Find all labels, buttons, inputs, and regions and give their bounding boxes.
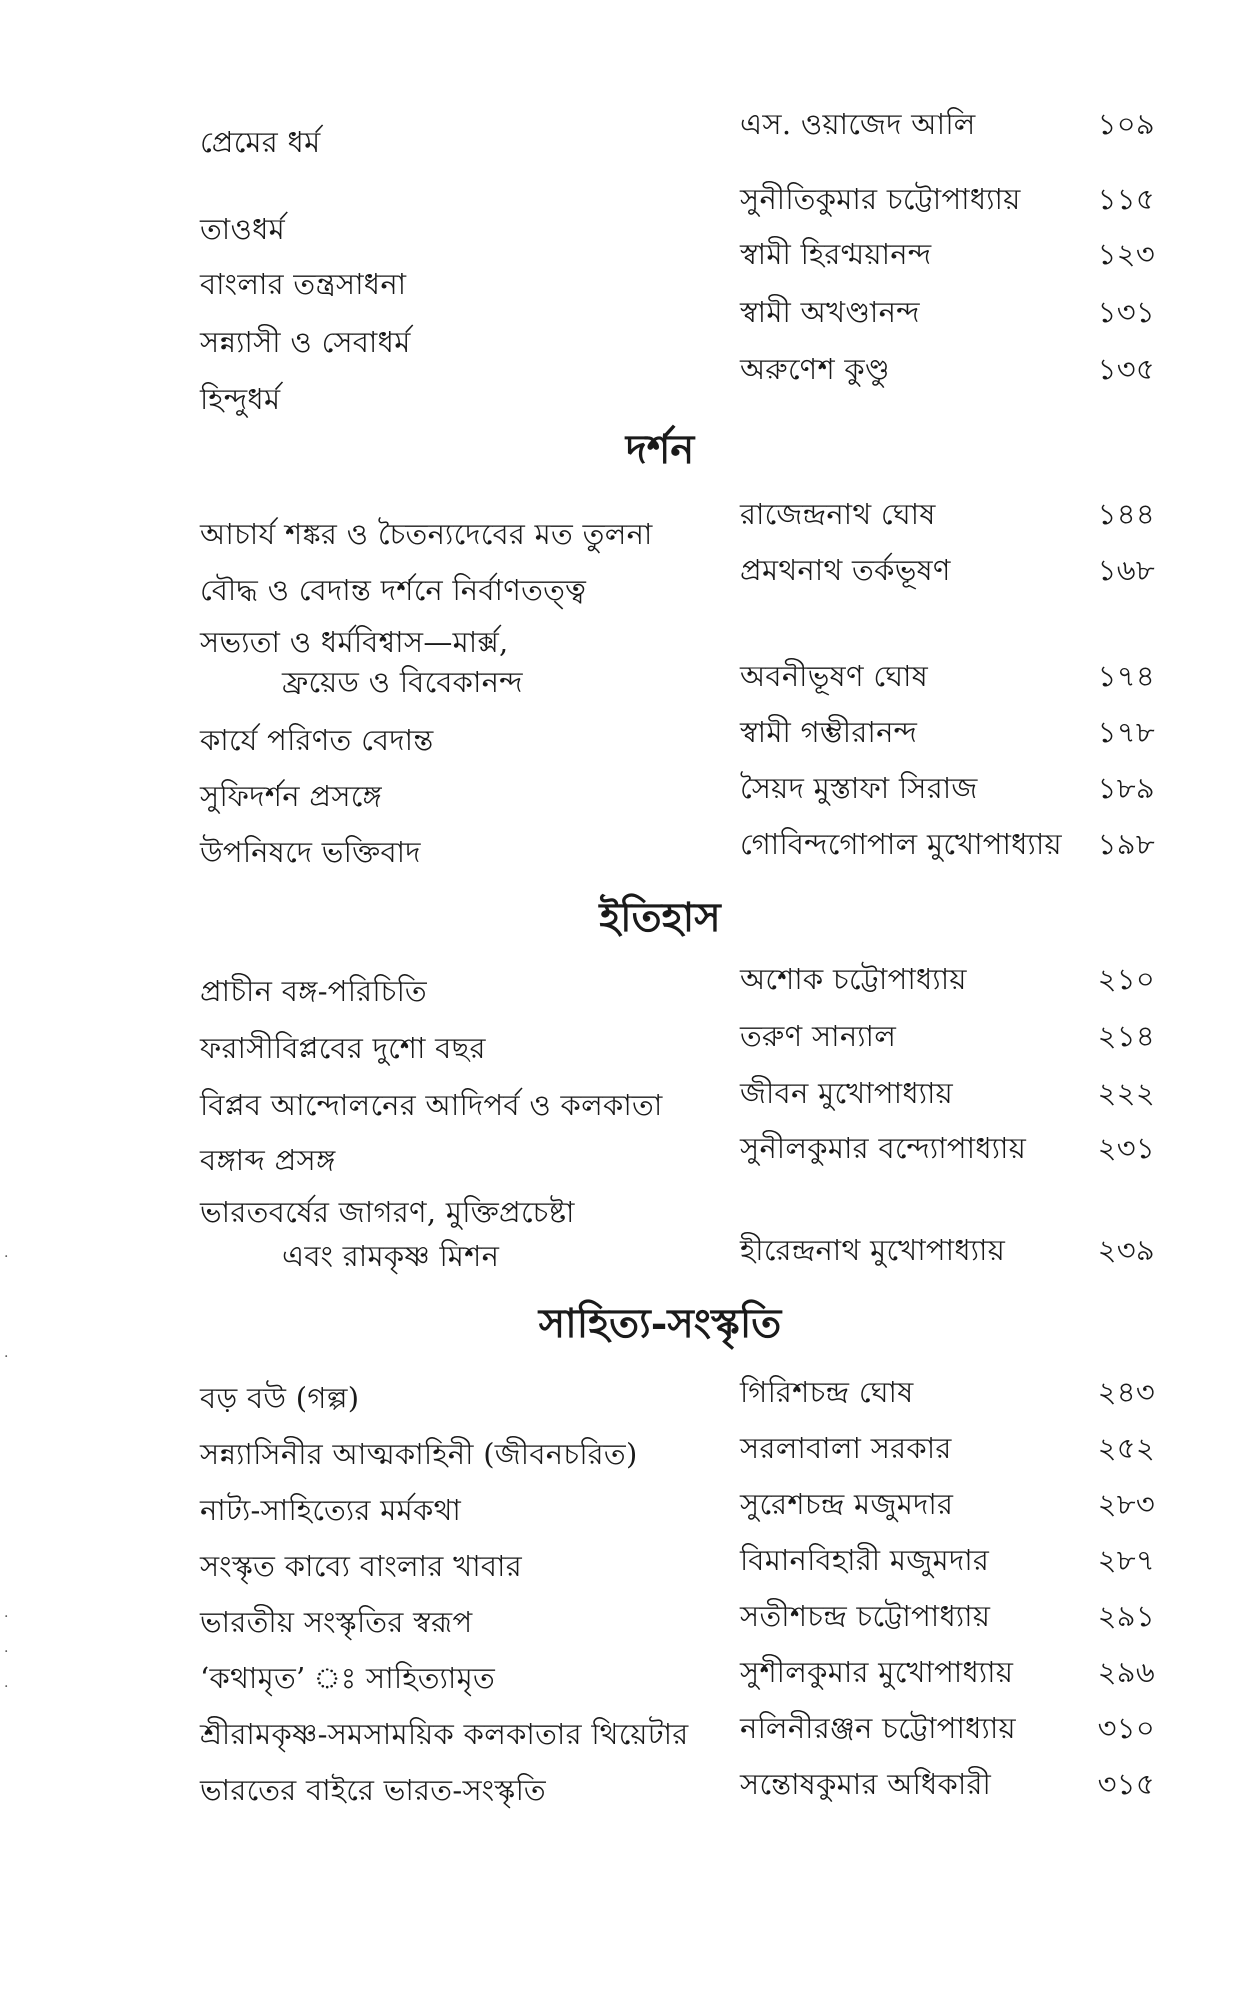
toc-entry-author: সৈয়দ মুস্তাফা সিরাজ (740, 771, 978, 805)
toc-entry (0, 497, 1257, 556)
margin-mark: · (4, 1249, 9, 1265)
toc-entry-page: ১৮৯ (1097, 771, 1155, 805)
toc-entry-page: ১৪৪ (1097, 497, 1155, 531)
toc-entry (0, 107, 1257, 184)
toc-entry-page: ২৪৩ (1097, 1375, 1155, 1409)
toc-entry (0, 1375, 1257, 1434)
toc-entry (0, 827, 1257, 886)
toc-entry (0, 352, 1257, 416)
toc-entry-page: ২১০ (1097, 962, 1155, 996)
toc-entry-page: ২৩১ (1097, 1131, 1155, 1165)
toc-entry-author: সন্তোষকুমার অধিকারী (740, 1767, 992, 1801)
toc-entry-title: ফরাসীবিপ্লবের দুশো বছর (200, 1031, 486, 1065)
toc-entry-author: প্রমথনাথ তর্কভূষণ (740, 553, 951, 587)
toc-entry-author: এস. ওয়াজেদ আলি (740, 107, 976, 141)
toc-entry-author: সরলাবালা সরকার (740, 1431, 952, 1465)
toc-entry (0, 1767, 1257, 1826)
toc-entry-page: ২৯৬ (1097, 1655, 1155, 1689)
toc-entry (0, 553, 1257, 612)
toc-entry-page: ২১৪ (1097, 1019, 1155, 1053)
toc-entry-title: ভারতের বাইরে ভারত-সংস্কৃতি (200, 1773, 546, 1807)
toc-entry-page: ১৭৮ (1097, 715, 1155, 749)
toc-entry (0, 1076, 1257, 1135)
toc-entry-page: ১২৩ (1097, 237, 1155, 271)
toc-entry (0, 1543, 1257, 1602)
toc-entry-title: শ্রীরামকৃষ্ণ-সমসাময়িক কলকাতার থিয়েটার (200, 1717, 689, 1751)
toc-entry (0, 962, 1257, 1021)
toc-entry-title: বৌদ্ধ ও বেদান্ত দর্শনে নির্বাণতত্ত্ব (200, 573, 587, 607)
toc-entry-author: সুনীলকুমার বন্দ্যোপাধ্যায় (740, 1131, 1027, 1165)
toc-entry-author: হীরেন্দ্রনাথ মুখোপাধ্যায় (740, 1233, 1006, 1267)
toc-entry-title: বিপ্লব আন্দোলনের আদিপর্ব ও কলকাতা (200, 1088, 663, 1122)
toc-entry-author: সুশীলকুমার মুখোপাধ্যায় (740, 1655, 1014, 1689)
toc-entry-title: উপনিষদে ভক্তিবাদ (200, 835, 421, 869)
toc-entry-page: ২২২ (1097, 1076, 1155, 1110)
toc-entry-title: ভারতীয় সংস্কৃতির স্বরূপ (200, 1605, 473, 1639)
toc-entry (0, 1487, 1257, 1546)
margin-mark: · (4, 1609, 9, 1625)
margin-mark: · (4, 1679, 9, 1695)
toc-entry-page: ২৮৩ (1097, 1487, 1155, 1521)
toc-entry-author: সুরেশচন্দ্র মজুমদার (740, 1487, 954, 1521)
toc-entry (0, 1431, 1257, 1490)
toc-entry (0, 1711, 1257, 1770)
toc-entry-page: ৩১০ (1097, 1711, 1155, 1745)
toc-entry-title: সংস্কৃত কাব্যে বাংলার খাবার (200, 1549, 523, 1583)
toc-entry (0, 659, 1257, 718)
toc-entry-author: বিমানবিহারী মজুমদার (740, 1543, 990, 1577)
toc-entry-title: সন্ন্যাসী ও সেবাধর্ম (200, 325, 411, 359)
toc-entry-page: ১৭৪ (1097, 659, 1155, 693)
toc-entry-title: ‘কথামৃত’ ঃ সাহিত্যামৃত (200, 1661, 496, 1695)
toc-entry-author: সতীশচন্দ্র চট্টোপাধ্যায় (740, 1599, 991, 1633)
toc-entry-title: আচার্য শঙ্কর ও চৈতন্যদেবের মত তুলনা (200, 517, 653, 551)
toc-entry (0, 1233, 1257, 1292)
toc-entry-author: রাজেন্দ্রনাথ ঘোষ (740, 497, 936, 531)
toc-entry-page: ১১৫ (1097, 182, 1155, 216)
toc-entry-title: সুফিদর্শন প্রসঙ্গে (200, 779, 382, 813)
toc-entry-author: গিরিশচন্দ্র ঘোষ (740, 1375, 914, 1409)
toc-entry (0, 715, 1257, 774)
toc-entry-page: ১৯৮ (1097, 827, 1155, 861)
toc-entry-author: জীবন মুখোপাধ্যায় (740, 1076, 954, 1110)
toc-entry-page: ৩১৫ (1097, 1767, 1155, 1801)
toc-entry (0, 1655, 1257, 1714)
toc-entry-title: কার্যে পরিণত বেদান্ত (200, 723, 434, 757)
toc-entry-page: ১৬৮ (1097, 553, 1155, 587)
toc-entry-author: স্বামী গম্ভীরানন্দ (740, 715, 918, 749)
toc-entry-author: তরুণ সান্যাল (740, 1019, 897, 1053)
toc-entry-author: স্বামী অখণ্ডানন্দ (740, 295, 920, 329)
section-heading: সাহিত্য-সংস্কৃতি (538, 1300, 782, 1347)
toc-entry-title: বড় বউ (গল্প) (200, 1381, 360, 1415)
toc-entry-author: সুনীতিকুমার চট্টোপাধ্যায় (740, 182, 1021, 216)
toc-entry (0, 237, 1257, 301)
toc-entry-page: ১৩৫ (1097, 352, 1155, 386)
toc-entry (0, 1019, 1257, 1078)
section-heading: ইতিহাস (599, 894, 721, 941)
section-heading: দর্শন (625, 426, 695, 473)
toc-entry-author: গোবিন্দগোপাল মুখোপাধ্যায় (740, 827, 1062, 861)
toc-entry-page: ২৮৭ (1097, 1543, 1155, 1577)
toc-entry-title: সভ্যতা ও ধর্মবিশ্বাস—মার্ক্স, (200, 625, 509, 659)
margin-mark: · (4, 1349, 9, 1365)
toc-entry-title: ফ্রয়েড ও বিবেকানন্দ (282, 665, 523, 699)
toc-entry-title: হিন্দুধর্ম (200, 382, 281, 416)
toc-entry-title: প্রাচীন বঙ্গ-পরিচিতি (200, 974, 427, 1008)
toc-entry (0, 771, 1257, 830)
toc-entry-title: বাংলার তন্ত্রসাধনা (200, 267, 407, 301)
toc-entry-author: স্বামী হিরণ্ময়ানন্দ (740, 237, 932, 271)
toc-entry (0, 1599, 1257, 1658)
toc-entry-title: সন্ন্যাসিনীর আত্মকাহিনী (জীবনচরিত) (200, 1437, 638, 1471)
toc-entry-title: বঙ্গাব্দ প্রসঙ্গ (200, 1143, 336, 1177)
toc-entry (0, 1131, 1257, 1190)
toc-entry-title: প্রেমের ধর্ম (200, 125, 321, 159)
toc-entry-page: ১৩১ (1097, 295, 1155, 329)
toc-entry-author: অবনীভূষণ ঘোষ (740, 659, 928, 693)
toc-entry-page: ১০৯ (1097, 107, 1155, 141)
toc-entry-title: নাট্য-সাহিত্যের মর্মকথা (200, 1493, 462, 1527)
toc-entry-author: অশোক চট্টোপাধ্যায় (740, 962, 967, 996)
margin-mark: · (4, 1644, 9, 1660)
toc-entry-page: ২৩৯ (1097, 1233, 1155, 1267)
toc-entry-page: ২৫২ (1097, 1431, 1155, 1465)
toc-entry (0, 182, 1257, 246)
toc-entry (0, 295, 1257, 359)
toc-entry-title: তাওধর্ম (200, 212, 286, 246)
toc-entry-author: নলিনীরঞ্জন চট্টোপাধ্যায় (740, 1711, 1016, 1745)
toc-entry-title: ভারতবর্ষের জাগরণ, মুক্তিপ্রচেষ্টা (200, 1195, 575, 1229)
toc-entry-author: অরুণেশ কুণ্ডু (740, 352, 890, 386)
toc-entry-page: ২৯১ (1097, 1599, 1155, 1633)
toc-entry-title: এবং রামকৃষ্ণ মিশন (282, 1239, 500, 1273)
